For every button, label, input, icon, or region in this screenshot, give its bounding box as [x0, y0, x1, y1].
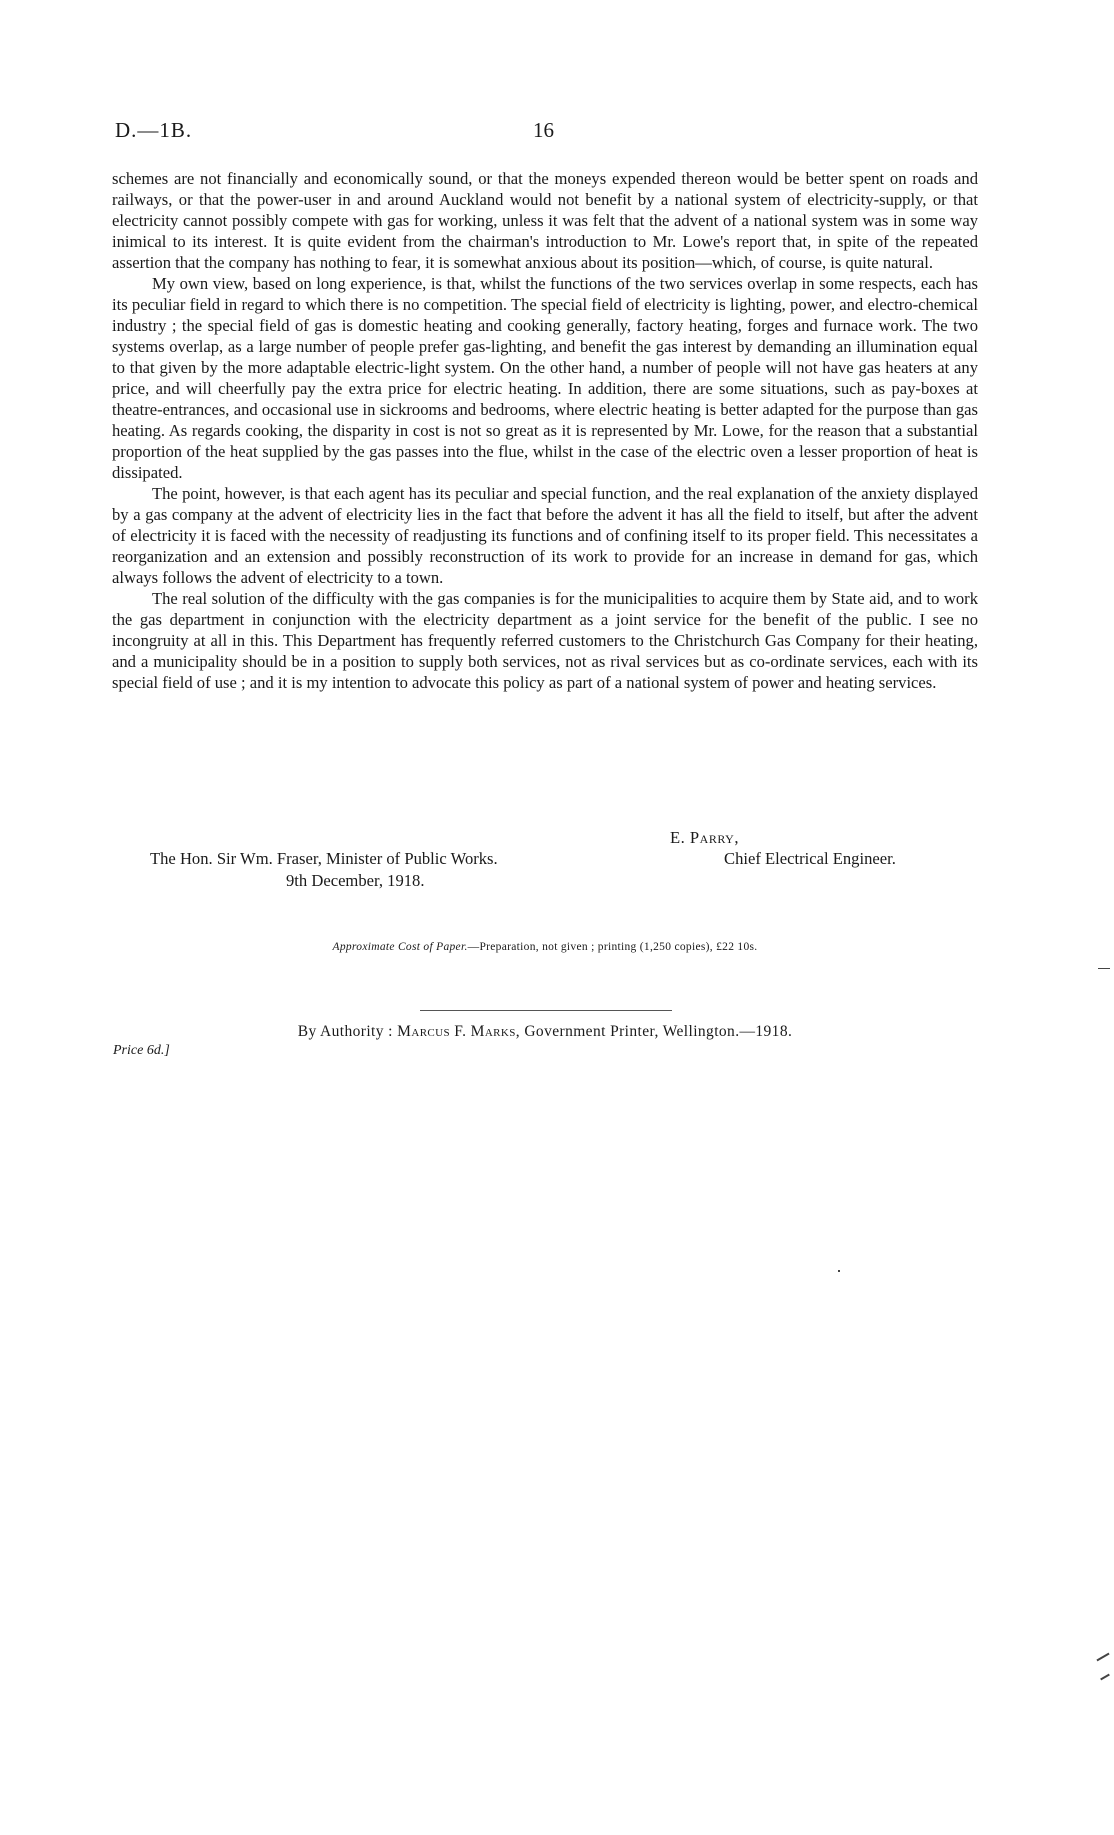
page-number: 16	[533, 118, 554, 142]
signature-block	[112, 828, 978, 898]
imprint-prefix: By Authority :	[297, 1023, 393, 1040]
scan-mark	[1096, 1653, 1109, 1662]
paragraph: The point, however, is that each agent has its peculiar and special function, and the real explanation of the anxiety displayed by a gas company at the advent of electricity lies in the fact that before the advent it has all the field to itself, but after the advent of electricity it is faced with the necessity of readjusting its functions and of confining itself to its proper field. This necessitates a reorganization and an extension and possibly reconstruction of its work to provide for an increase in demand for gas, which always follows the advent of electricity to a town.	[112, 484, 978, 587]
imprint-suffix: Government Printer, Wellington.—1918.	[524, 1023, 793, 1040]
scan-mark	[1100, 1674, 1110, 1681]
letter-date: 9th December, 1918.	[286, 871, 425, 890]
divider-rule	[420, 1010, 672, 1011]
running-head	[115, 118, 978, 144]
printer-imprint	[112, 1023, 978, 1041]
imprint-printer: Marcus F. Marks,	[397, 1023, 521, 1040]
scan-mark	[838, 1270, 840, 1272]
signatory-name: E. Parry,	[670, 828, 739, 847]
cost-label: Approximate Cost of Paper.	[332, 941, 468, 953]
signatory-title: Chief Electrical Engineer.	[724, 849, 896, 868]
scan-mark	[1098, 968, 1110, 969]
cost-note	[112, 941, 978, 953]
paragraph: My own view, based on long experience, is that, whilst the functions of the two services overlap in some respects, each has its peculiar field in regard to which there is no competition. The special field of electricity is lighting, power, and electro-chemical industry ; the special field of gas is domestic heating and cooking generally, factory heating, forges and furnace work. The two systems overlap, as a large number of people prefer gas-lighting, and benefit the gas interest by demanding an illumination equal to that given by the more adaptable electric-light system. On the other hand, a number of people will not have gas heaters at any price, and will cheerfully pay the extra price for electric heating. In addition, there are some situations, such as pay-boxes at theatre-entrances, and occasional use in sickrooms and bedrooms, where electric heating is better adapted for the purpose than gas heating. As regards cooking, the disparity in cost is not so great as it is represented by Mr. Lowe, for the reason that a substantial proportion of the heat supplied by the gas passes into the flue, whilst in the case of the electric oven a lesser proportion of heat is dissipated.	[112, 274, 978, 482]
cost-text: —Preparation, not given ; printing (1,250 copies), £22 10s.	[467, 941, 758, 953]
body-text	[112, 168, 978, 693]
addressee: The Hon. Sir Wm. Fraser, Minister of Public Works.	[150, 849, 498, 868]
document-reference: D.—1B.	[115, 118, 193, 142]
paragraph: The real solution of the difficulty with the gas companies is for the municipalities to acquire them by State aid, and to work the gas department in conjunction with the electricity department as a joint service for the benefit of the public. I see no incongruity at all in this. This Department has frequently referred customers to the Christchurch Gas Company for their heating, and a municipality should be in a position to supply both services, not as rival services but as co-ordinate services, each with its special field of use ; and it is my intention to advocate this policy as part of a national system of power and heating services.	[112, 589, 978, 692]
paragraph: schemes are not financially and economically sound, or that the moneys expended thereon would be better spent on roads and railways, or that the power-user in and around Auckland would not benefit by a national system of electricity-supply, or that electricity cannot possibly compete with gas for working, unless it was felt that the advent of a national system was in some way inimical to its interest. It is quite evident from the chairman's introduction to Mr. Lowe's report that, in spite of the repeated assertion that the company has nothing to fear, it is somewhat anxious about its position—which, of course, is quite natural.	[112, 169, 978, 272]
price-note: Price 6d.]	[113, 1043, 170, 1058]
